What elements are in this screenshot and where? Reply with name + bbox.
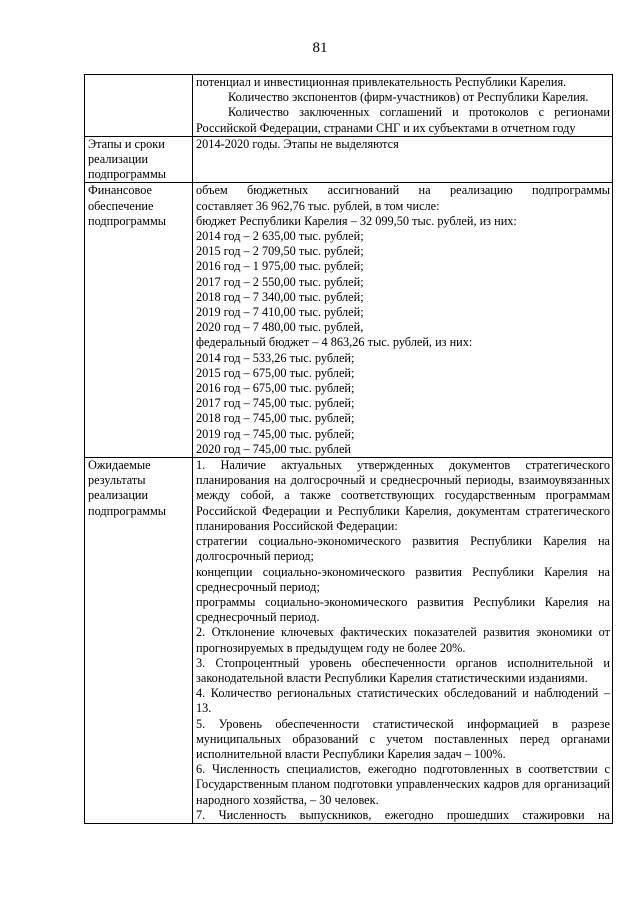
funding-line: 2019 год – 7 410,00 тыс. рублей;	[196, 305, 364, 320]
funding-line: бюджет Республики Карелия – 32 099,50 тыс. рублей, из них:	[196, 213, 517, 228]
result-paragraph: 1. Наличие актуальных утвержденных документов стратегического планирования на долгосрочный и среднесрочный периоды, взаимоувязанных между собой, а также соответствующих государственным программам Российской Федерации и Республики Карелия, документам стратегического планирования Российской Федерации:	[196, 458, 610, 533]
funding-line: 2019 год – 745,00 тыс. рублей;	[196, 426, 355, 441]
funding-line: 2020 год – 745,00 тыс. рублей	[196, 441, 351, 456]
table-row	[85, 136, 613, 183]
funding-line: федеральный бюджет – 4 863,26 тыс. рублей, из них:	[196, 335, 473, 350]
funding-line: объем бюджетных ассигнований на реализацию подпрограммы	[196, 183, 610, 198]
result-paragraph: 4. Количество региональных статистических обследований и наблюдений – 13.	[196, 686, 610, 716]
expected-results-cell	[193, 458, 613, 824]
row-label-empty	[85, 75, 193, 137]
funding-line: 2020 год – 7 480,00 тыс. рублей,	[196, 320, 364, 335]
indicator-line: Количество заключенных соглашений и протоколов с регионами	[228, 105, 610, 120]
result-paragraph: 3. Стопроцентный уровень обеспеченности органов исполнительной и законодательной власти Республики Карелия статистическими изданиями.	[196, 655, 610, 685]
indicator-line: Количество экспонентов (фирм-участников) от Республики Карелия.	[228, 90, 589, 105]
table-row	[85, 458, 613, 824]
funding-line: 2014 год – 2 635,00 тыс. рублей;	[196, 229, 364, 244]
funding-line: 2016 год – 675,00 тыс. рублей;	[196, 381, 355, 396]
page-number: 81	[312, 40, 328, 56]
indicator-line: потенциал и инвестиционная привлекательность Республики Карелия.	[196, 75, 567, 89]
funding-line: 2017 год – 2 550,00 тыс. рублей;	[196, 274, 364, 289]
result-paragraph: 7. Численность выпускников, ежегодно прошедших стажировки на	[196, 807, 610, 822]
result-paragraph: концепции социально-экономического развития Республики Карелия на среднесрочный период;	[196, 564, 610, 594]
subprogram-passport-table	[84, 74, 613, 824]
result-paragraph: стратегии социально-экономического развития Республики Карелия на долгосрочный период;	[196, 534, 610, 564]
funding-line: составляет 36 962,76 тыс. рублей, в том числе:	[196, 198, 440, 213]
funding-line: 2018 год – 7 340,00 тыс. рублей;	[196, 289, 364, 304]
funding-line: 2018 год – 745,00 тыс. рублей;	[196, 411, 355, 426]
row-label: Финансовое обеспечение подпрограммы	[85, 183, 193, 458]
funding-cell	[193, 183, 613, 458]
result-paragraph: 5. Уровень обеспеченности статистической информацией в разрезе муниципальных образований с учетом поставленных перед органами исполнительной власти Республики Карелия задач – 100%.	[196, 716, 610, 761]
result-paragraph: 6. Численность специалистов, ежегодно подготовленных в соответствии с Государственным планом подготовки управленческих кадров для организаций народного хозяйства, – 30 человек.	[196, 762, 610, 807]
funding-line: 2016 год – 1 975,00 тыс. рублей;	[196, 259, 364, 274]
funding-line: 2015 год – 675,00 тыс. рублей;	[196, 365, 355, 380]
funding-line: 2017 год – 745,00 тыс. рублей;	[196, 396, 355, 411]
stages-cell	[193, 136, 613, 183]
funding-line: 2015 год – 2 709,50 тыс. рублей;	[196, 244, 364, 259]
result-paragraph: 2. Отклонение ключевых фактических показателей развития экономики от прогнозируемых в предыдущем году не более 20%.	[196, 625, 610, 655]
funding-line: 2014 год – 533,26 тыс. рублей;	[196, 350, 355, 365]
indicators-cell	[193, 75, 613, 137]
result-paragraph: программы социально-экономического развития Республики Карелия на среднесрочный период.	[196, 594, 610, 625]
table-row	[85, 75, 613, 137]
table-row	[85, 183, 613, 458]
stages-text: 2014-2020 годы. Этапы не выделяются	[196, 136, 399, 151]
row-label: Этапы и сроки реализации подпрограммы	[85, 136, 193, 183]
row-label: Ожидаемые результаты реализации подпрограммы	[85, 458, 193, 824]
indicator-line: Российской Федерации, странами СНГ и их субъектами в отчетном году	[196, 120, 576, 135]
